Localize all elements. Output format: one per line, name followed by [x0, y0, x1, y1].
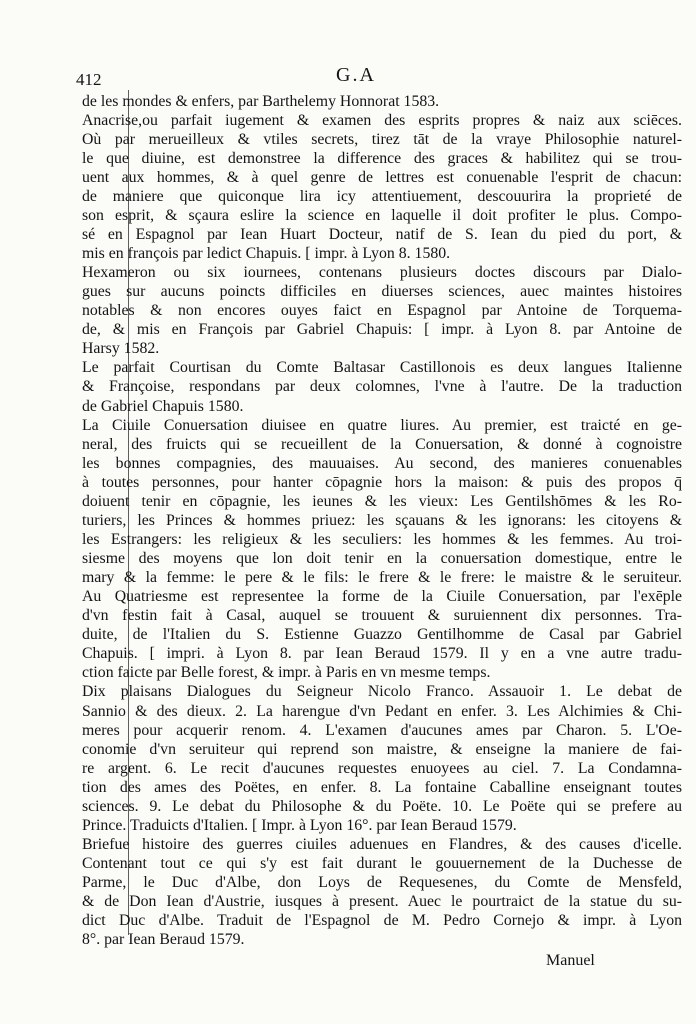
text-line: le que diuine, est demonstree la difference des graces & habilitez qui se trou- [82, 149, 682, 167]
text-line: mis en françois par ledict Chapuis. [ impr. à Lyon 8. 1580. [82, 245, 451, 262]
text-line: sciences. 9. Le debat du Philosophe & du Poëte. 10. Le Poëte qui se prefere au [82, 797, 682, 815]
text-block [82, 92, 682, 950]
text-line: siesme des moyens que lon doit tenir en la conuersation domestique, entre le [82, 550, 682, 567]
text-line: neral, des fruicts qui se recueillent de la Conuersation, & donné à cognoistre [82, 435, 682, 453]
text-line: & de Don Iean d'Austrie, iusques à present. Auec le pourtraict de la statue du su- [82, 893, 682, 911]
text-line: Sannio & des dieux. 2. La harengue d'vn Pedant en enfer. 3. Les Alchimies & Chi- [82, 702, 682, 720]
text-line: les Estrangers: les religieux & les seculiers: les hommes & les femmes. Au troi- [82, 530, 682, 548]
text-line: La Ciuile Conuersation diuisee en quatre liures. Au premier, est traicté en ge- [82, 416, 682, 434]
text-line: Hexameron ou six iournees, contenans plusieurs doctes discours par Dialo- [82, 264, 682, 282]
text-line: Le parfait Courtisan du Comte Baltasar Castillonois es deux langues Italienne [82, 359, 682, 377]
text-line: Contenant tout ce qui s'y est fait durant le gouuernement de la Duchesse de [82, 855, 682, 872]
bibliography-entry [82, 263, 682, 358]
text-line: re argent. 6. Le recit d'aucunes requestes enuoyees au ciel. 7. La Condamna- [82, 759, 682, 777]
text-line: de maniere que quiconque lira icy attentiuement, descouurira la proprieté de [82, 187, 682, 205]
text-line: turiers, les Princes & hommes priuez: les sçauans & les ignorans: les citoyens & [82, 511, 682, 529]
catchword: Manuel [546, 952, 595, 969]
text-line: Prince. Traduicts d'Italien. [ Impr. à Lyon 16°. par Iean Beraud 1579. [82, 816, 517, 834]
text-line: uent aux hommes, & à quel genre de lettres est conuenable l'esprit de chacun: [82, 168, 682, 186]
text-line: meres pour acquerir renom. 4. L'examen d'aucunes ames par Charon. 5. L'Oe- [82, 721, 682, 739]
page-number: 412 [76, 70, 102, 89]
text-line: doiuent tenir en cōpagnie, les ieunes & les vieux: Les Gentilshōmes & les Ro- [82, 492, 682, 510]
text-line: d'vn festin fait à Casal, auquel se trouuent & suruiennent dix personnes. Tra- [82, 607, 682, 625]
text-line: dict Duc d'Albe. Traduit de l'Espagnol de M. Pedro Cornejo & impr. à Lyon [82, 912, 682, 930]
text-line: sé en Espagnol par Iean Huart Docteur, natif de S. Iean du pied du port, & [82, 225, 682, 243]
text-line: Anacrise,ou parfait iugement & examen des esprits propres & naiz aux sciēces. [82, 111, 682, 129]
text-line: & Françoise, respondans par deux colomnes, l'vne à l'autre. De la traduction [82, 378, 682, 396]
text-line: Harsy 1582. [82, 340, 160, 358]
text-line: 8°. par Iean Beraud 1579. [82, 931, 245, 949]
text-line: mary & la femme: le pere & le fils: le frere & le frere: le maistre & le seruiteur. [82, 569, 682, 587]
bibliography-entry [82, 416, 682, 683]
text-line: conomie d'vn seruiteur qui reprend son maistre, & enseigne la maniere de fai- [82, 740, 682, 758]
text-line: notables & non encores ouyes faict en Espagnol par Antoine de Torquema- [82, 302, 682, 320]
text-line: Dix plaisans Dialogues du Seigneur Nicolo Franco. Assauoir 1. Le debat de [82, 683, 682, 701]
text-line: duite, de l'Italien du S. Estienne Guazzo Gentilhomme de Casal par Gabriel [82, 626, 682, 644]
bibliography-entry [82, 835, 682, 949]
text-line: Où par merueilleux & vtiles secrets, tirez tāt de la vraye Philosophie naturel- [82, 130, 682, 148]
running-head: G.A [336, 64, 376, 86]
text-line: à toutes personnes, pour hanter cōpagnie hors la maison: & puis des propos q̄ [82, 473, 682, 491]
text-line: Briefue histoire des guerres ciuiles aduenues en Flandres, & des causes d'icelle. [82, 835, 682, 853]
bibliography-entry [82, 92, 682, 111]
text-line: tion des ames des Poëtes, en enfer. 8. La fontaine Caballine enseignant toutes [82, 778, 682, 796]
text-line: Au Quatriesme est representee la forme de la Ciuile Conuersation, par l'exēple [82, 588, 682, 606]
text-line: Chapuis. [ impri. à Lyon 8. par Iean Beraud 1579. Il y en a vne autre tradu- [82, 645, 682, 663]
text-line: ction faicte par Belle forest, & impr. à Paris en vn mesme temps. [82, 664, 491, 682]
bibliography-entry [82, 358, 682, 415]
text-line: de les mondes & enfers, par Barthelemy Honnorat 1583. [82, 92, 440, 110]
text-line: les bonnes compagnies, des mauuaises. Au second, des manieres conuenables [82, 454, 682, 472]
text-line: son esprit, & sçaura eslire la science en laquelle il doit profiter le plus. Compo- [82, 206, 682, 224]
bibliography-entry [82, 111, 682, 264]
bibliography-entry [82, 682, 682, 835]
text-line: Parme, le Duc d'Albe, don Loys de Requesenes, du Comte de Mensfeld, [82, 874, 682, 892]
text-line: gues sur aucuns poincts difficiles en diuerses sciences, auec maintes histoires [82, 283, 682, 301]
text-line: de, & mis en François par Gabriel Chapuis: [ impr. à Lyon 8. par Antoine de [82, 321, 682, 339]
text-line: de Gabriel Chapuis 1580. [82, 397, 244, 415]
